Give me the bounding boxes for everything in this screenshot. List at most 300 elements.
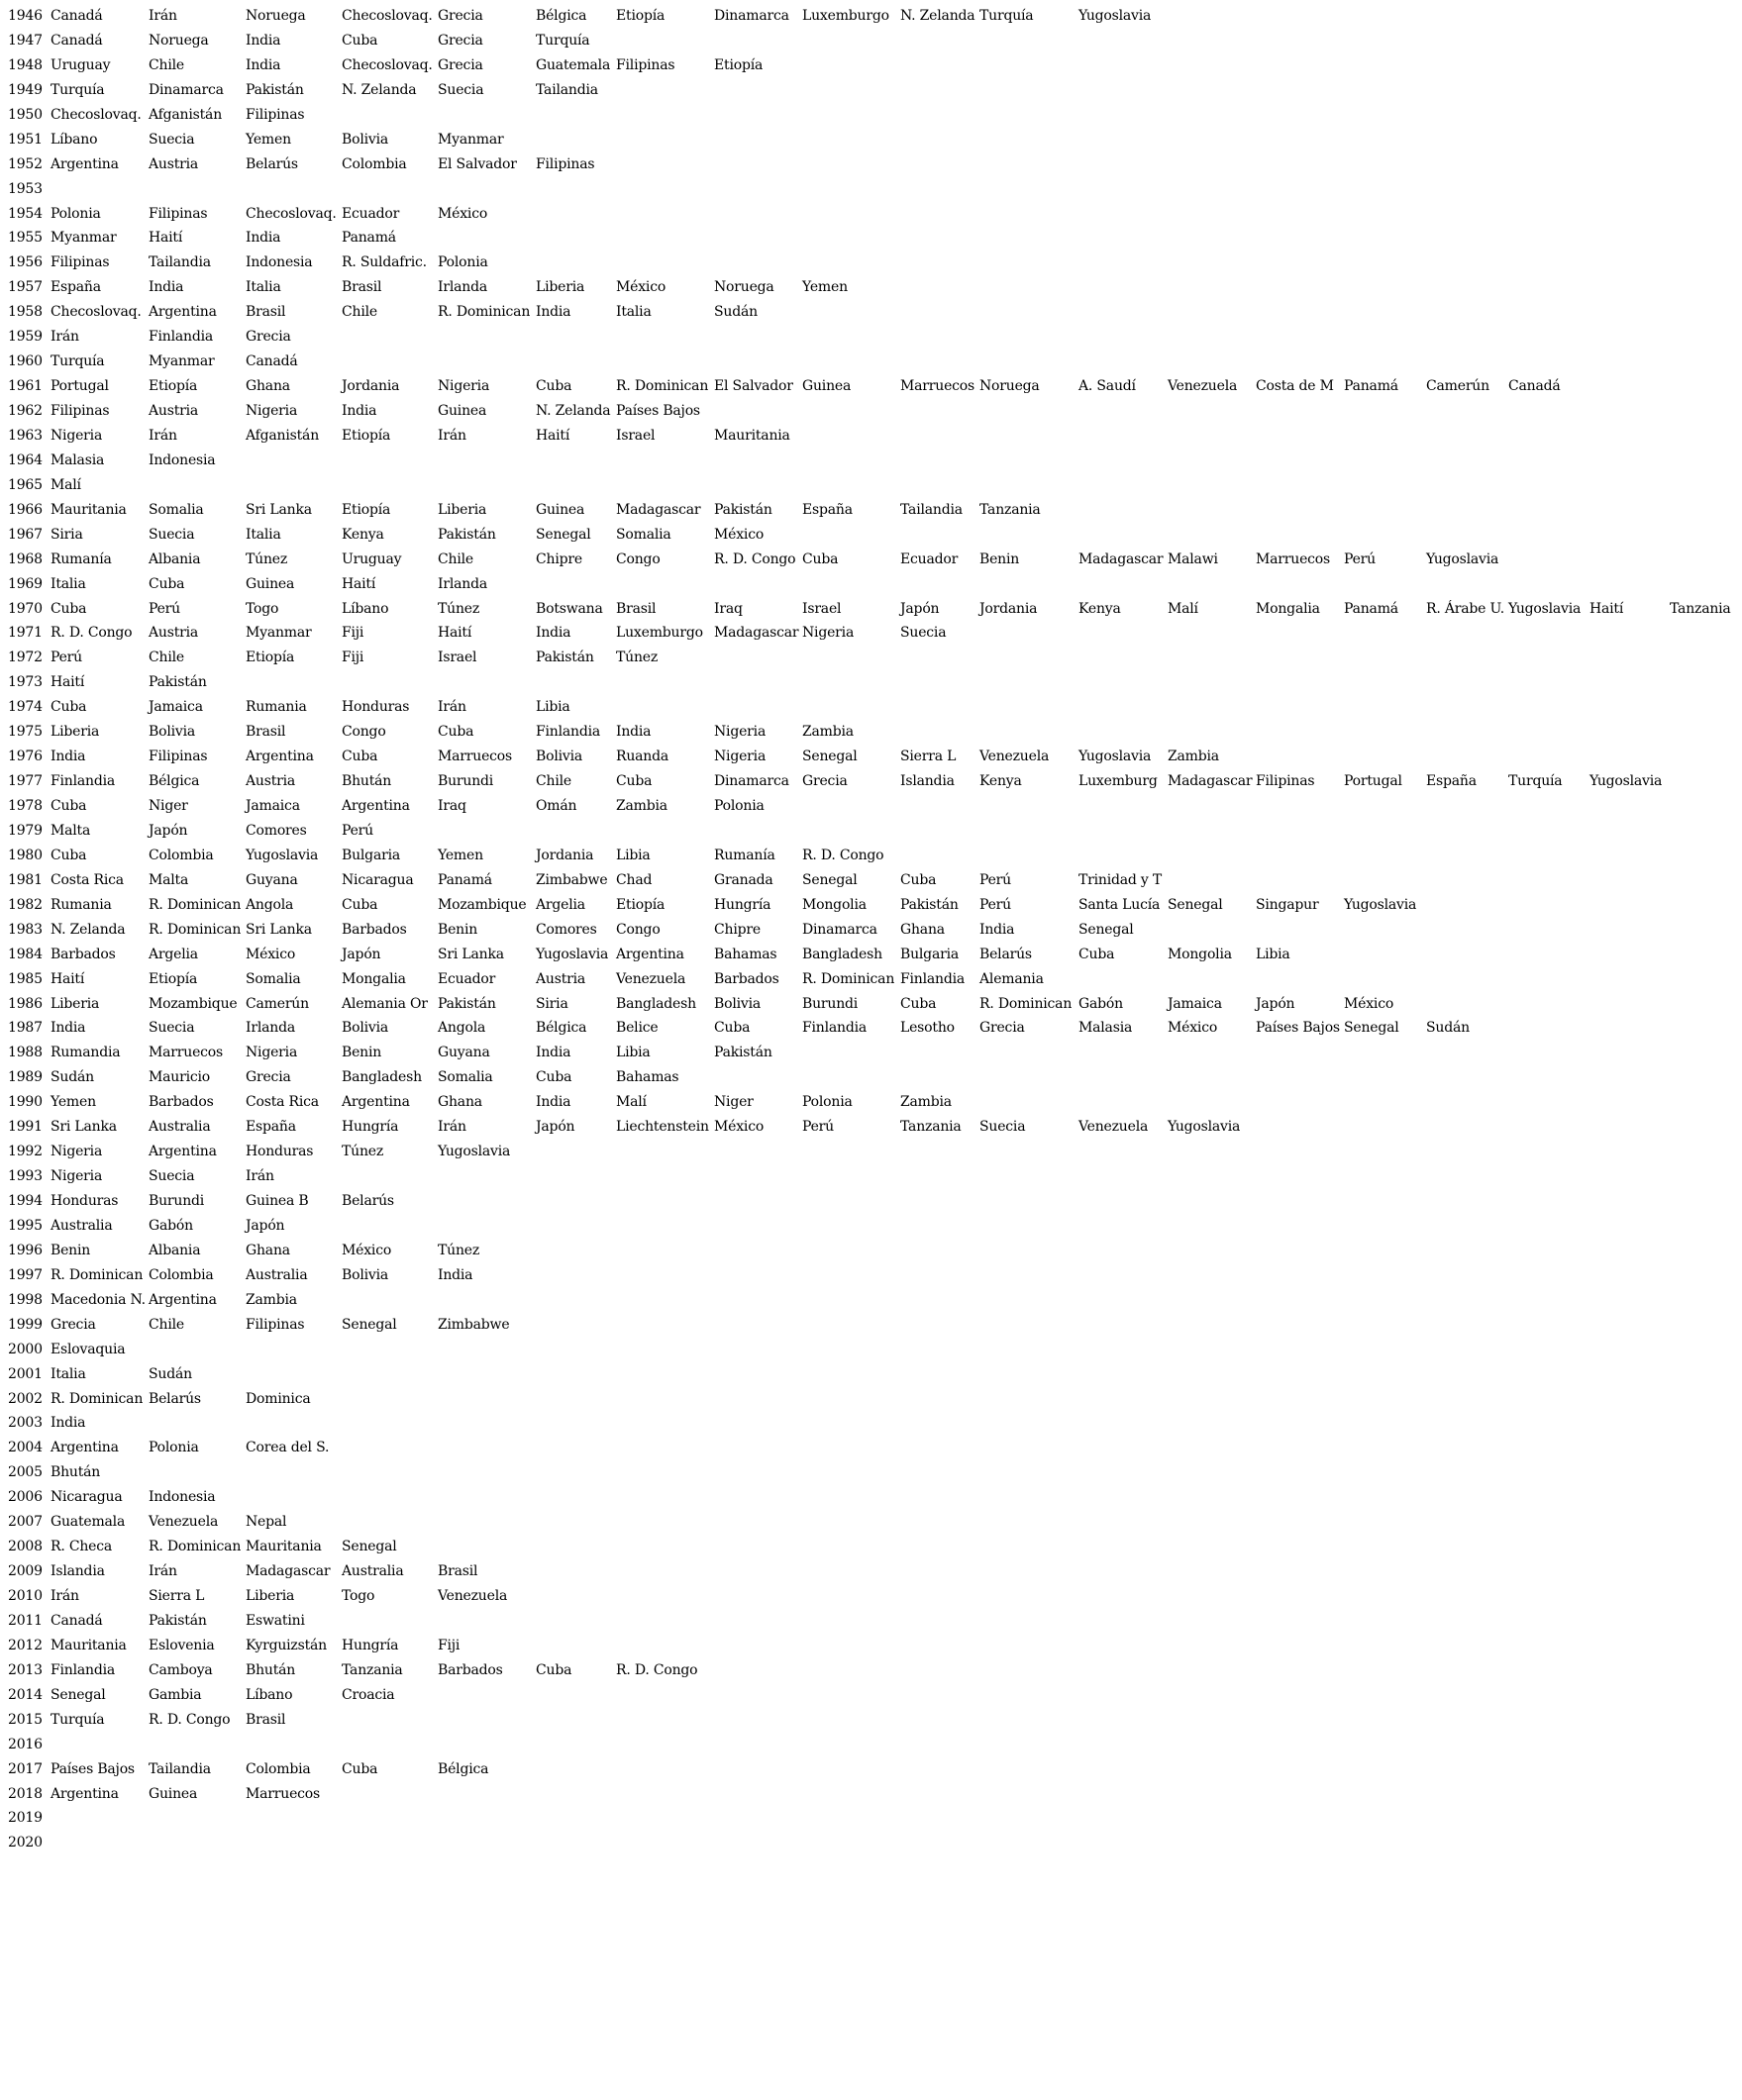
country-cell: Países Bajos <box>51 1760 135 1777</box>
country-cell: Argentina <box>51 1440 119 1456</box>
country-cell: Etiopía <box>342 501 391 518</box>
country-cell: Marruecos <box>438 749 513 765</box>
country-cell: Sierra L <box>149 1588 205 1604</box>
country-cell: Argentina <box>149 304 217 321</box>
country-cell: Nicaragua <box>51 1489 123 1506</box>
year-cell: 1957 <box>8 279 43 296</box>
country-cell: India <box>536 1094 571 1111</box>
year-cell: 1993 <box>8 1168 43 1185</box>
country-cell: R. Dominican <box>51 1390 144 1407</box>
country-cell: Venezuela <box>438 1588 508 1604</box>
country-cell: Senegal <box>1078 921 1134 938</box>
country-cell: Etiopía <box>149 378 198 395</box>
country-cell: Brasil <box>246 304 286 321</box>
country-cell: Haití <box>149 230 183 247</box>
country-cell: Yugoslavia <box>1426 550 1499 567</box>
country-cell: R. D. Congo <box>51 625 133 642</box>
country-cell: Pakistán <box>714 1045 772 1061</box>
country-cell: Eslovenia <box>149 1637 215 1653</box>
country-cell: Finlandia <box>900 970 966 987</box>
year-cell: 1985 <box>8 970 43 987</box>
year-cell: 1991 <box>8 1119 43 1136</box>
country-cell: Checoslovaq. <box>246 205 337 222</box>
country-cell: Liberia <box>536 279 585 296</box>
country-cell: Malí <box>616 1094 647 1111</box>
country-cell: Ghana <box>900 921 945 938</box>
country-cell: Jordania <box>536 847 594 863</box>
country-cell: Turquía <box>1508 773 1563 790</box>
country-cell: Suecia <box>149 526 195 543</box>
country-cell: Italia <box>246 526 281 543</box>
country-cell: Nigeria <box>51 427 103 444</box>
country-cell: Cuba <box>802 550 839 567</box>
country-cell: Pakistán <box>246 81 304 98</box>
country-cell: Chipre <box>714 921 761 938</box>
country-cell: Senegal <box>1344 1020 1399 1037</box>
country-cell: Libia <box>616 1045 651 1061</box>
country-cell: Ghana <box>438 1094 482 1111</box>
country-cell: Perú <box>979 871 1011 888</box>
country-cell: España <box>802 501 853 518</box>
country-cell: Irán <box>246 1168 274 1185</box>
country-cell: N. Zelanda <box>51 921 126 938</box>
country-cell: Benin <box>51 1242 91 1258</box>
country-cell: Myanmar <box>51 230 117 247</box>
country-cell: Islandia <box>900 773 955 790</box>
country-cell: India <box>616 724 652 741</box>
country-cell: México <box>1168 1020 1218 1037</box>
country-cell: Japón <box>1256 995 1295 1012</box>
country-cell: Turquía <box>536 32 590 49</box>
country-cell: Mozambique <box>438 896 527 913</box>
country-cell: Rumanía <box>714 847 775 863</box>
country-cell: Liberia <box>438 501 487 518</box>
year-cell: 1946 <box>8 8 43 24</box>
country-cell: Perú <box>802 1119 834 1136</box>
country-cell: Liberia <box>51 995 100 1012</box>
country-cell: Senegal <box>802 871 858 888</box>
year-cell: 1971 <box>8 625 43 642</box>
country-cell: Ecuador <box>900 550 959 567</box>
country-cell: Suecia <box>979 1119 1026 1136</box>
country-cell: Bolivia <box>714 995 762 1012</box>
country-cell: Grecia <box>246 1069 291 1086</box>
country-cell: México <box>616 279 666 296</box>
country-cell: Argentina <box>342 798 410 814</box>
country-cell: Chile <box>149 650 184 666</box>
country-cell: Madagascar <box>714 625 799 642</box>
country-cell: Túnez <box>246 550 288 567</box>
country-cell: Dominica <box>246 1390 311 1407</box>
country-cell: Pakistán <box>438 526 496 543</box>
country-cell: Tanzania <box>342 1661 403 1678</box>
country-cell: Irán <box>149 427 177 444</box>
country-cell: Suecia <box>149 131 195 148</box>
country-cell: Hungría <box>342 1119 399 1136</box>
country-cell: Brasil <box>246 724 286 741</box>
country-cell: R. Dominican <box>149 896 242 913</box>
country-cell: Bhután <box>246 1661 296 1678</box>
country-cell: Tailandia <box>900 501 963 518</box>
country-cell: Hungría <box>714 896 771 913</box>
country-cell: Yugoslavia <box>1078 8 1152 24</box>
country-cell: Costa Rica <box>51 871 124 888</box>
country-cell: Líbano <box>51 131 98 148</box>
country-cell: India <box>536 304 571 321</box>
country-cell: Suecia <box>149 1020 195 1037</box>
country-cell: Cuba <box>51 798 87 814</box>
country-cell: Finlandia <box>51 1661 116 1678</box>
country-cell: Guatemala <box>536 56 611 73</box>
country-cell: Haití <box>51 970 85 987</box>
country-cell: Fiji <box>342 625 364 642</box>
year-cell: 1983 <box>8 921 43 938</box>
country-cell: El Salvador <box>714 378 793 395</box>
country-cell: Panamá <box>438 871 492 888</box>
country-cell: Congo <box>616 550 661 567</box>
country-cell: Chile <box>536 773 571 790</box>
year-cell: 1959 <box>8 329 43 346</box>
country-cell: Colombia <box>342 155 407 172</box>
country-cell: Noruega <box>979 378 1040 395</box>
country-cell: Myanmar <box>246 625 312 642</box>
country-cell: Australia <box>246 1266 308 1283</box>
country-cell: Chile <box>438 550 473 567</box>
year-cell: 1992 <box>8 1144 43 1160</box>
country-cell: N. Zelanda <box>536 403 611 419</box>
country-cell: India <box>342 403 377 419</box>
country-cell: Perú <box>342 822 373 839</box>
country-cell: Benin <box>438 921 478 938</box>
country-cell: Venezuela <box>1168 378 1238 395</box>
country-cell: Perú <box>979 896 1011 913</box>
country-cell: España <box>1426 773 1477 790</box>
country-cell: Jordania <box>342 378 400 395</box>
country-cell: Chad <box>616 871 653 888</box>
country-cell: Yemen <box>438 847 483 863</box>
country-cell: R. Suldafric. <box>342 254 427 271</box>
country-cell: Afganistán <box>246 427 320 444</box>
year-cell: 1951 <box>8 131 43 148</box>
country-cell: R. Árabe U. <box>1426 600 1505 617</box>
country-cell: Cuba <box>438 724 474 741</box>
country-cell: Bhután <box>342 773 392 790</box>
country-cell: Panamá <box>1344 378 1398 395</box>
country-cell: Gabón <box>1078 995 1123 1012</box>
country-cell: Malawi <box>1168 550 1218 567</box>
country-cell: R. Dominican <box>51 1266 144 1283</box>
country-cell: Argentina <box>616 946 684 962</box>
country-cell: Burundi <box>802 995 859 1012</box>
country-cell: Brasil <box>616 600 657 617</box>
year-cell: 1976 <box>8 749 43 765</box>
country-cell: India <box>51 749 86 765</box>
year-cell: 1958 <box>8 304 43 321</box>
country-cell: Bangladesh <box>342 1069 422 1086</box>
year-cell: 1966 <box>8 501 43 518</box>
country-cell: Israel <box>616 427 656 444</box>
country-cell: Nigeria <box>714 749 767 765</box>
country-cell: Turquía <box>51 1711 105 1728</box>
country-cell: Cuba <box>536 378 572 395</box>
country-cell: Bulgaria <box>900 946 960 962</box>
country-cell: Pakistán <box>900 896 959 913</box>
country-cell: Belarús <box>246 155 298 172</box>
country-cell: Irán <box>51 1588 79 1604</box>
country-cell: Somalia <box>438 1069 493 1086</box>
country-cell: Trinidad y T <box>1078 871 1163 888</box>
country-cell: Libia <box>536 699 570 716</box>
country-cell: Turquía <box>51 81 105 98</box>
year-cell: 1988 <box>8 1045 43 1061</box>
country-cell: Ghana <box>246 1242 290 1258</box>
country-cell: Madagascar <box>1168 773 1253 790</box>
country-cell: Turquía <box>51 353 105 370</box>
year-cell: 2015 <box>8 1711 43 1728</box>
country-cell: Barbados <box>149 1094 214 1111</box>
country-cell: Niger <box>149 798 188 814</box>
country-cell: Australia <box>342 1563 404 1580</box>
country-cell: Cuba <box>714 1020 751 1037</box>
country-cell: Bangladesh <box>802 946 882 962</box>
country-cell: Canadá <box>246 353 298 370</box>
country-cell: R. Dominican <box>149 921 242 938</box>
country-cell: Zambia <box>246 1291 297 1308</box>
country-cell: Liberia <box>51 724 100 741</box>
country-cell: Senegal <box>342 1316 397 1333</box>
country-cell: Finlandia <box>149 329 214 346</box>
year-cell: 1996 <box>8 1242 43 1258</box>
country-cell: Omán <box>536 798 577 814</box>
country-cell: Etiopía <box>616 8 666 24</box>
country-cell: Mongalia <box>342 970 406 987</box>
country-cell: Yemen <box>51 1094 96 1111</box>
country-cell: Irlanda <box>246 1020 295 1037</box>
country-cell: Mongolia <box>802 896 867 913</box>
country-cell: Filipinas <box>149 205 208 222</box>
country-cell: R. D. Congo <box>616 1661 698 1678</box>
country-cell: Islandia <box>51 1563 105 1580</box>
country-cell: Alemania <box>979 970 1044 987</box>
country-cell: Fiji <box>342 650 364 666</box>
country-cell: Belice <box>616 1020 659 1037</box>
country-cell: Kenya <box>1078 600 1121 617</box>
country-cell: Túnez <box>616 650 659 666</box>
country-cell: Zambia <box>802 724 854 741</box>
country-cell: Pakistán <box>536 650 594 666</box>
country-cell: Chile <box>149 56 184 73</box>
country-cell: Japón <box>900 600 940 617</box>
year-cell: 1989 <box>8 1069 43 1086</box>
country-cell: Ghana <box>246 378 290 395</box>
country-cell: Senegal <box>536 526 591 543</box>
country-cell: Túnez <box>438 1242 480 1258</box>
country-cell: Austria <box>149 625 199 642</box>
country-cell: Cuba <box>536 1069 572 1086</box>
country-cell: Bélgica <box>149 773 200 790</box>
country-cell: Granada <box>714 871 773 888</box>
year-cell: 1954 <box>8 205 43 222</box>
country-cell: Cuba <box>900 871 937 888</box>
country-cell: Nigeria <box>246 403 298 419</box>
country-cell: Mauritania <box>51 501 127 518</box>
country-cell: Mongolia <box>1168 946 1232 962</box>
country-cell: Brasil <box>246 1711 286 1728</box>
country-cell: Dinamarca <box>714 8 789 24</box>
year-cell: 1986 <box>8 995 43 1012</box>
country-cell: India <box>246 230 281 247</box>
country-cell: Cuba <box>342 749 378 765</box>
country-cell: Argelia <box>536 896 585 913</box>
country-cell: Cuba <box>342 896 378 913</box>
country-cell: Brasil <box>438 1563 478 1580</box>
country-cell: Ecuador <box>438 970 496 987</box>
country-cell: Jamaica <box>1168 995 1222 1012</box>
year-cell: 2004 <box>8 1440 43 1456</box>
year-cell: 1977 <box>8 773 43 790</box>
country-cell: Irlanda <box>438 279 487 296</box>
country-cell: Alemania Or <box>342 995 428 1012</box>
country-cell: Filipinas <box>246 106 305 123</box>
country-cell: Bhután <box>51 1464 101 1481</box>
country-cell: Togo <box>342 1588 375 1604</box>
country-cell: Sri Lanka <box>438 946 504 962</box>
country-cell: Yugoslavia <box>1344 896 1417 913</box>
country-cell: Japón <box>149 822 188 839</box>
country-cell: Cuba <box>51 847 87 863</box>
country-cell: Dinamarca <box>802 921 877 938</box>
country-cell: Siria <box>51 526 83 543</box>
country-cell: Costa de M <box>1256 378 1334 395</box>
country-cell: Uruguay <box>51 56 111 73</box>
country-cell: Polonia <box>51 205 101 222</box>
country-cell: Austria <box>149 403 199 419</box>
country-cell: Albania <box>149 550 201 567</box>
country-cell: Filipinas <box>246 1316 305 1333</box>
country-cell: Bahamas <box>714 946 777 962</box>
country-cell: Cuba <box>149 575 185 592</box>
country-cell: Venezuela <box>616 970 686 987</box>
country-cell: Australia <box>149 1119 211 1136</box>
country-cell: Honduras <box>51 1193 119 1209</box>
country-cell: Guyana <box>438 1045 490 1061</box>
country-cell: Bolivia <box>536 749 583 765</box>
country-cell: Irlanda <box>438 575 487 592</box>
country-cell: Italia <box>616 304 652 321</box>
country-cell: Zambia <box>1168 749 1219 765</box>
year-cell: 2005 <box>8 1464 43 1481</box>
country-cell: Yemen <box>246 131 291 148</box>
year-cell: 2002 <box>8 1390 43 1407</box>
country-cell: Dinamarca <box>714 773 789 790</box>
country-cell: Iraq <box>438 798 466 814</box>
country-cell: Japón <box>536 1119 575 1136</box>
year-cell: 1960 <box>8 353 43 370</box>
country-cell: Libia <box>616 847 651 863</box>
country-cell: Canadá <box>51 32 103 49</box>
country-cell: Italia <box>51 575 86 592</box>
country-cell: Grecia <box>246 329 291 346</box>
year-cell: 1978 <box>8 798 43 814</box>
year-cell: 2020 <box>8 1835 43 1851</box>
country-cell: R. Dominican <box>438 304 531 321</box>
country-cell: Mongalia <box>1256 600 1320 617</box>
country-cell: Haití <box>342 575 376 592</box>
country-cell: Grecia <box>802 773 848 790</box>
country-cell: Austria <box>536 970 586 987</box>
country-cell: Senegal <box>51 1686 106 1703</box>
country-cell: R. Dominican <box>979 995 1073 1012</box>
country-cell: Singapur <box>1256 896 1319 913</box>
country-cell: Bélgica <box>438 1760 489 1777</box>
country-cell: Yugoslavia <box>438 1144 511 1160</box>
country-cell: Argentina <box>149 1291 217 1308</box>
country-cell: R. Dominican <box>802 970 895 987</box>
country-cell: Colombia <box>149 1266 214 1283</box>
country-cell: India <box>246 32 281 49</box>
country-cell: Madagascar <box>1078 550 1164 567</box>
country-cell: Croacia <box>342 1686 395 1703</box>
country-cell: Yugoslavia <box>1508 600 1582 617</box>
country-cell: R. D. Congo <box>802 847 884 863</box>
country-cell: Mozambique <box>149 995 238 1012</box>
year-cell: 2014 <box>8 1686 43 1703</box>
country-cell: Nigeria <box>51 1168 103 1185</box>
country-cell: Bolivia <box>342 1266 389 1283</box>
country-cell: Bangladesh <box>616 995 696 1012</box>
country-cell: Sudán <box>1426 1020 1470 1037</box>
country-cell: Sudán <box>149 1365 192 1382</box>
country-cell: Barbados <box>714 970 779 987</box>
year-cell: 1975 <box>8 724 43 741</box>
country-cell: Rumanía <box>51 550 112 567</box>
country-cell: R. Dominican <box>616 378 709 395</box>
country-cell: Etiopía <box>149 970 198 987</box>
country-cell: Grecia <box>51 1316 96 1333</box>
country-cell: Kenya <box>979 773 1022 790</box>
country-cell: Somalia <box>246 970 301 987</box>
country-cell: Bélgica <box>536 1020 587 1037</box>
country-cell: Ecuador <box>342 205 400 222</box>
country-cell: India <box>149 279 184 296</box>
country-cell: Cuba <box>51 600 87 617</box>
year-cell: 1974 <box>8 699 43 716</box>
country-cell: Filipinas <box>616 56 675 73</box>
year-cell: 1964 <box>8 451 43 468</box>
year-cell: 2000 <box>8 1341 43 1357</box>
country-cell: Filipinas <box>149 749 208 765</box>
country-cell: Malasia <box>1078 1020 1133 1037</box>
country-cell: Suecia <box>900 625 947 642</box>
country-cell: Yugoslavia <box>1078 749 1152 765</box>
country-cell: Chipre <box>536 550 582 567</box>
country-cell: Zimbabwe <box>438 1316 510 1333</box>
country-cell: Colombia <box>149 847 214 863</box>
country-cell: Líbano <box>342 600 389 617</box>
year-cell: 2011 <box>8 1612 43 1629</box>
country-cell: Países Bajos <box>1256 1020 1340 1037</box>
year-cell: 1987 <box>8 1020 43 1037</box>
country-cell: El Salvador <box>438 155 517 172</box>
country-cell: Checoslovaq. <box>51 106 142 123</box>
country-cell: Italia <box>51 1365 86 1382</box>
country-cell: Fiji <box>438 1637 461 1653</box>
country-cell: Botswana <box>536 600 603 617</box>
country-cell: Tailandia <box>536 81 598 98</box>
country-cell: Sudán <box>714 304 758 321</box>
year-cell: 1948 <box>8 56 43 73</box>
country-cell: Senegal <box>802 749 858 765</box>
